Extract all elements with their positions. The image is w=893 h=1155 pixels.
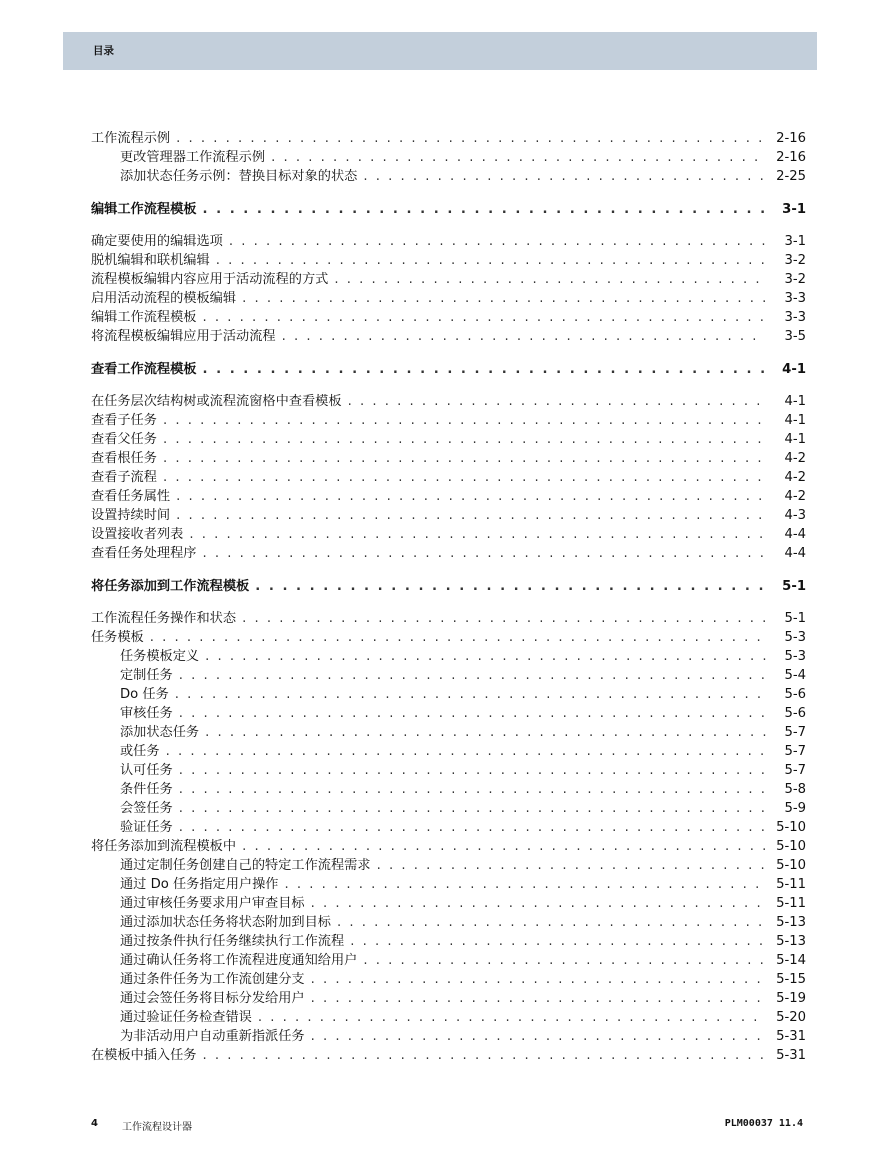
toc-entry-title: 在模板中插入任务 (91, 1048, 197, 1063)
toc-entry-page: 5-6 (784, 706, 806, 721)
toc-entry[interactable] (91, 411, 806, 430)
toc-entry-title: 添加状态任务 (120, 725, 200, 740)
toc-entry-page: 5-8 (784, 782, 806, 797)
dot-leader (205, 647, 766, 666)
toc-entry-title: 编辑工作流程模板 (91, 202, 197, 217)
toc-entry-page: 5-11 (776, 877, 806, 892)
dot-leader (363, 167, 766, 186)
toc-entry[interactable] (91, 780, 806, 799)
toc-entry[interactable] (91, 875, 806, 894)
toc-entry-title: 查看根任务 (91, 451, 157, 466)
toc-entry-title: 通过审核任务要求用户审查目标 (120, 896, 305, 911)
toc-entry[interactable] (91, 449, 806, 468)
toc-entry-page: 5-14 (776, 953, 806, 968)
dot-leader (150, 628, 766, 647)
dot-leader (258, 1008, 766, 1027)
toc-entry-page: 5-3 (784, 630, 806, 645)
toc-entry[interactable] (91, 723, 806, 742)
toc-entry-title: 任务模板定义 (120, 649, 200, 664)
toc-entry-title: 确定要使用的编辑选项 (91, 234, 223, 249)
toc-entry[interactable] (91, 951, 806, 970)
toc-chapter-entry[interactable] (91, 360, 806, 379)
toc-entry[interactable] (91, 506, 806, 525)
dot-leader (203, 544, 767, 563)
dot-leader (377, 856, 766, 875)
toc-entry[interactable] (91, 837, 806, 856)
toc-entry-page: 4-2 (784, 451, 806, 466)
toc-entry-page: 5-10 (776, 820, 806, 835)
toc-chapter-entry[interactable] (91, 577, 806, 596)
dot-leader (311, 894, 766, 913)
toc-entry-page: 5-13 (776, 915, 806, 930)
toc-entry-page: 4-1 (784, 413, 806, 428)
dot-leader (242, 289, 766, 308)
toc-entry-page: 5-6 (784, 687, 806, 702)
dot-leader (216, 251, 766, 270)
toc-entry[interactable] (91, 742, 806, 761)
toc-entry-title: 设置接收者列表 (91, 527, 184, 542)
dot-leader (166, 742, 766, 761)
toc-entry-title: 通过条件任务为工作流创建分支 (120, 972, 305, 987)
toc-entry-title: 或任务 (120, 744, 160, 759)
toc-entry[interactable] (91, 1046, 806, 1065)
toc-entry-title: 流程模板编辑内容应用于活动流程的方式 (91, 272, 329, 287)
toc-entry[interactable] (91, 704, 806, 723)
toc-entry[interactable] (91, 666, 806, 685)
toc-entry-page: 5-7 (784, 725, 806, 740)
toc-entry[interactable] (91, 932, 806, 951)
dot-leader (203, 200, 767, 219)
toc-entry-title: 脱机编辑和联机编辑 (91, 253, 210, 268)
toc-entry-title: 更改管理器工作流程示例 (120, 150, 266, 165)
toc-entry-title: 查看任务属性 (91, 489, 171, 504)
page-title: 目录 (93, 45, 114, 57)
table-of-contents (91, 129, 806, 1065)
dot-leader (205, 723, 766, 742)
toc-entry-page: 3-3 (784, 310, 806, 325)
dot-leader (242, 837, 766, 856)
toc-entry-title: Do 任务 (120, 687, 169, 702)
dot-leader (179, 780, 766, 799)
toc-entry-page: 5-31 (776, 1048, 806, 1063)
toc-chapter-entry[interactable] (91, 200, 806, 219)
dot-leader (311, 989, 766, 1008)
dot-leader (179, 704, 766, 723)
dot-leader (163, 449, 766, 468)
toc-entry[interactable] (91, 232, 806, 251)
toc-entry-title: 将流程模板编辑应用于活动流程 (91, 329, 276, 344)
dot-leader (363, 951, 766, 970)
toc-entry-page: 5-1 (784, 611, 806, 626)
toc-entry-page: 5-4 (784, 668, 806, 683)
toc-entry-page: 5-31 (776, 1029, 806, 1044)
toc-entry-title: 将任务添加到流程模板中 (91, 839, 237, 854)
toc-entry-title: 在任务层次结构树或流程流窗格中查看模板 (91, 394, 342, 409)
dot-leader (163, 468, 766, 487)
toc-entry-page: 4-1 (784, 432, 806, 447)
dot-leader (282, 327, 766, 346)
toc-entry-title: 添加状态任务示例：替换目标对象的状态 (120, 169, 358, 184)
toc-entry[interactable] (91, 799, 806, 818)
toc-entry-page: 5-20 (776, 1010, 806, 1025)
toc-entry-page: 3-5 (784, 329, 806, 344)
header-bar (63, 32, 817, 70)
toc-entry[interactable] (91, 989, 806, 1008)
dot-leader (242, 609, 766, 628)
toc-entry-title: 会签任务 (120, 801, 173, 816)
toc-entry-title: 查看工作流程模板 (91, 362, 197, 377)
dot-leader (350, 932, 766, 951)
footer-doc-code: PLM00037 11.4 (724, 1118, 803, 1129)
toc-entry-page: 5-7 (784, 744, 806, 759)
toc-entry-page: 2-25 (776, 169, 806, 184)
toc-entry[interactable] (91, 289, 806, 308)
toc-entry-title: 通过添加状态任务将状态附加到目标 (120, 915, 331, 930)
toc-entry-title: 通过验证任务检查错误 (120, 1010, 252, 1025)
footer-page-number: 4 (91, 1118, 98, 1129)
toc-entry[interactable] (91, 308, 806, 327)
toc-entry[interactable] (91, 894, 806, 913)
toc-entry-page: 4-1 (784, 394, 806, 409)
toc-entry-page: 5-9 (784, 801, 806, 816)
toc-entry-page: 5-10 (776, 839, 806, 854)
dot-leader (175, 685, 766, 704)
toc-entry-page: 5-7 (784, 763, 806, 778)
toc-entry-page: 3-2 (784, 253, 806, 268)
toc-entry[interactable] (91, 525, 806, 544)
dot-leader (179, 666, 766, 685)
dot-leader (271, 148, 766, 167)
toc-entry-title: 审核任务 (120, 706, 173, 721)
dot-leader (311, 1027, 766, 1046)
toc-entry[interactable] (91, 487, 806, 506)
toc-entry-page: 2-16 (776, 131, 806, 146)
toc-entry-page: 3-2 (784, 272, 806, 287)
toc-entry[interactable] (91, 270, 806, 289)
dot-leader (348, 392, 766, 411)
dot-leader (179, 761, 766, 780)
toc-entry-title: 通过 Do 任务指定用户操作 (120, 877, 279, 892)
toc-entry-title: 通过定制任务创建自己的特定工作流程需求 (120, 858, 371, 873)
toc-entry-title: 查看父任务 (91, 432, 157, 447)
toc-entry-page: 4-2 (784, 470, 806, 485)
toc-entry-title: 查看子流程 (91, 470, 157, 485)
toc-entry-page: 4-4 (784, 546, 806, 561)
toc-entry-page: 5-19 (776, 991, 806, 1006)
toc-entry[interactable] (91, 970, 806, 989)
toc-entry-title: 任务模板 (91, 630, 144, 645)
toc-entry[interactable] (91, 1027, 806, 1046)
toc-entry[interactable] (91, 628, 806, 647)
dot-leader (311, 970, 766, 989)
toc-entry-title: 条件任务 (120, 782, 173, 797)
toc-entry[interactable] (91, 818, 806, 837)
dot-leader (334, 270, 766, 289)
toc-entry[interactable] (91, 761, 806, 780)
toc-entry-page: 5-11 (776, 896, 806, 911)
dot-leader (203, 308, 767, 327)
toc-entry[interactable] (91, 430, 806, 449)
toc-entry-title: 工作流程任务操作和状态 (91, 611, 237, 626)
toc-entry-title: 定制任务 (120, 668, 173, 683)
dot-leader (189, 525, 766, 544)
toc-entry-page: 4-2 (784, 489, 806, 504)
toc-entry-title: 编辑工作流程模板 (91, 310, 197, 325)
toc-entry-title: 查看任务处理程序 (91, 546, 197, 561)
toc-entry[interactable] (91, 685, 806, 704)
toc-entry-title: 将任务添加到工作流程模板 (91, 579, 250, 594)
toc-entry-page: 5-1 (782, 579, 806, 594)
toc-entry-title: 通过会签任务将目标分发给用户 (120, 991, 305, 1006)
dot-leader (179, 818, 766, 837)
toc-entry[interactable] (91, 148, 806, 167)
dot-leader (176, 506, 766, 525)
toc-entry-title: 为非活动用户自动重新指派任务 (120, 1029, 305, 1044)
dot-leader (176, 487, 766, 506)
toc-entry-title: 认可任务 (120, 763, 173, 778)
toc-entry-title: 通过按条件执行任务继续执行工作流程 (120, 934, 345, 949)
toc-entry[interactable] (91, 327, 806, 346)
toc-entry-title: 启用活动流程的模板编辑 (91, 291, 237, 306)
toc-entry-page: 2-16 (776, 150, 806, 165)
dot-leader (284, 875, 766, 894)
toc-entry[interactable] (91, 856, 806, 875)
toc-entry-title: 通过确认任务将工作流程进度通知给用户 (120, 953, 358, 968)
toc-entry-page: 4-1 (782, 362, 806, 377)
toc-entry[interactable] (91, 609, 806, 628)
toc-entry-page: 5-15 (776, 972, 806, 987)
dot-leader (255, 577, 766, 596)
toc-entry[interactable] (91, 167, 806, 186)
dot-leader (203, 360, 767, 379)
toc-entry[interactable] (91, 1008, 806, 1027)
toc-entry-title: 查看子任务 (91, 413, 157, 428)
toc-entry[interactable] (91, 913, 806, 932)
toc-entry[interactable] (91, 251, 806, 270)
toc-entry-page: 3-1 (782, 202, 806, 217)
dot-leader (163, 430, 766, 449)
dot-leader (163, 411, 766, 430)
toc-entry[interactable] (91, 647, 806, 666)
toc-entry[interactable] (91, 468, 806, 487)
dot-leader (337, 913, 766, 932)
toc-entry-page: 5-13 (776, 934, 806, 949)
toc-entry-page: 4-4 (784, 527, 806, 542)
dot-leader (203, 1046, 767, 1065)
toc-entry-page: 5-3 (784, 649, 806, 664)
toc-entry-title: 工作流程示例 (91, 131, 171, 146)
dot-leader (176, 129, 766, 148)
toc-entry-page: 3-1 (784, 234, 806, 249)
toc-entry-page: 3-3 (784, 291, 806, 306)
toc-entry-page: 4-3 (784, 508, 806, 523)
toc-entry[interactable] (91, 392, 806, 411)
toc-entry-page: 5-10 (776, 858, 806, 873)
toc-entry[interactable] (91, 544, 806, 563)
footer-book-title: 工作流程设计器 (122, 1122, 192, 1133)
toc-entry-title: 验证任务 (120, 820, 173, 835)
toc-entry[interactable] (91, 129, 806, 148)
toc-entry-title: 设置持续时间 (91, 508, 171, 523)
dot-leader (229, 232, 766, 251)
dot-leader (179, 799, 766, 818)
